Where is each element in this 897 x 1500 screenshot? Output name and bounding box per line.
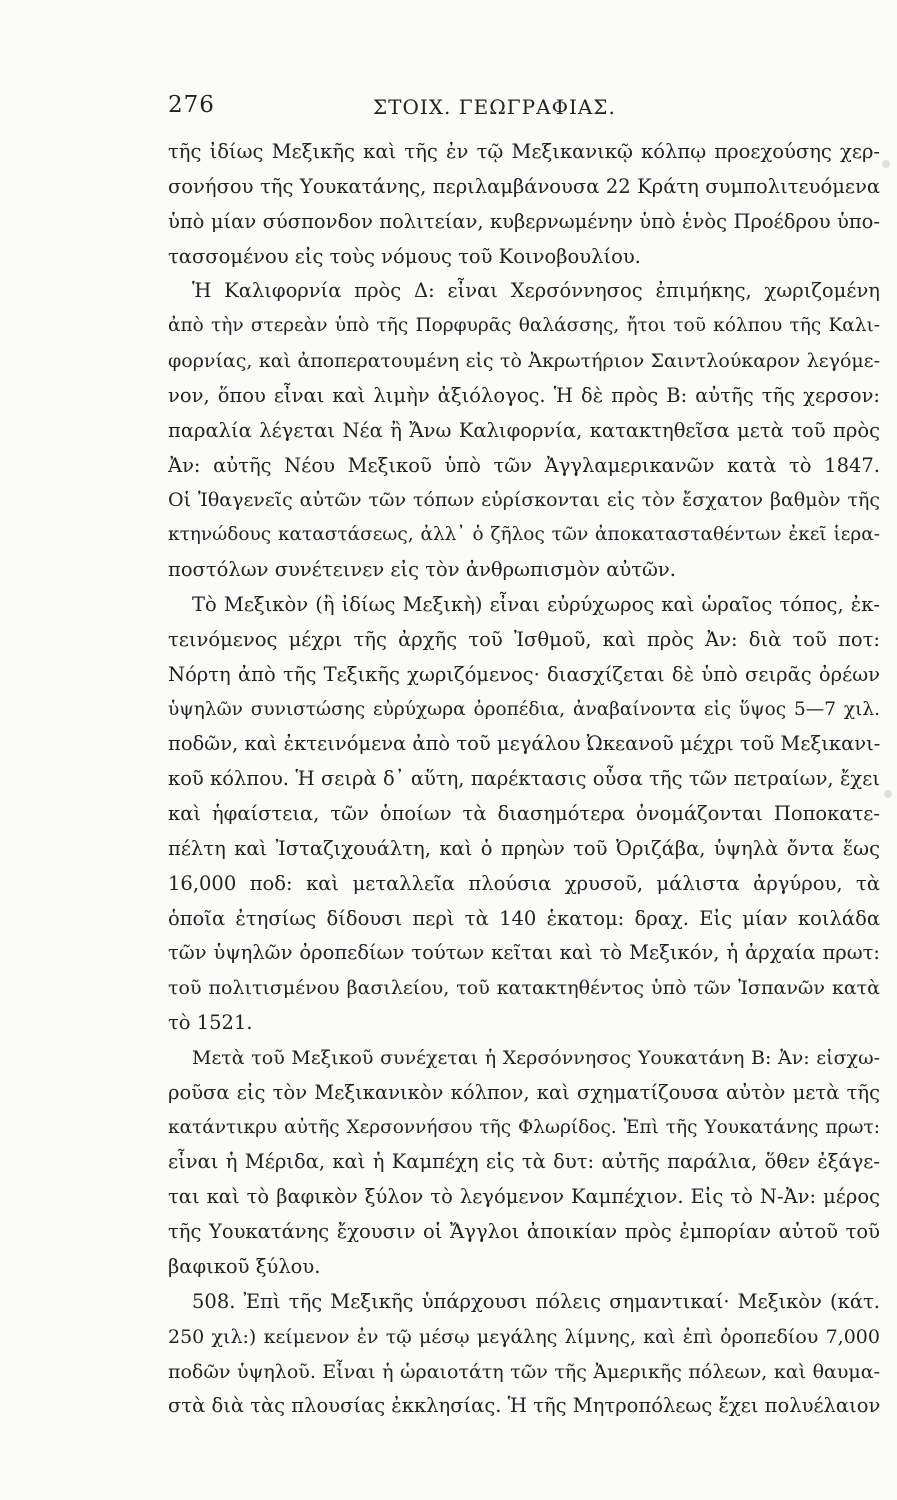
text-line: τοῦ πολιτισμένου βασιλείου, τοῦ κατακτηθέντος ὑπὸ τῶν Ἰσπανῶν κατὰ [168, 977, 880, 1000]
text-line: 508. Ἐπὶ τῆς Μεξικῆς ὑπάρχουσι πόλεις σημαντικαί· Μεξικὸν (κάτ. [192, 1289, 880, 1313]
text-line: τῶν ὑψηλῶν ὀροπεδίων τούτων κεῖται καὶ τὸ Μεξικόν, ἡ ἀρχαία πρωτ: [168, 941, 880, 965]
text-line: ποδῶν, καὶ ἐκτεινόμενα ἀπὸ τοῦ μεγάλου Ὠκεανοῦ μέχρι τοῦ Μεξικανι- [168, 732, 880, 756]
text-line: ποστόλων συνέτεινεν εἰς τὸν ἀνθρωπισμὸν αὐτῶν. [168, 558, 676, 582]
text-line: Μετὰ τοῦ Μεξικοῦ συνέχεται ἡ Χερσόννησος Υουκατάνη Β: Ἀν: εἰσχω- [192, 1046, 880, 1069]
text-line: Νόρτη ἀπὸ τῆς Τεξικῆς χωριζόμενος· διασχίζεται δὲ ὑπὸ σειρᾶς ὀρέων [168, 662, 880, 686]
text-line: 250 χιλ:) κείμενον ἐν τῷ μέσῳ μεγάλης λίμνης, καὶ ἐπὶ ὀροπεδίου 7,000 [168, 1325, 880, 1348]
page-number: 276 [168, 92, 215, 118]
body-text [168, 135, 880, 1424]
text-line: φορνίας, καὶ ἀποπερατουμένη εἰς τὸ Ἀκρωτήριον Σαιντλούκαρον λεγόμε- [168, 350, 880, 373]
text-line: κοῦ κόλπου. Ἡ σειρὰ δ᾽ αὕτη, παρέκτασις οὖσα τῆς τῶν πετραίων, ἔχει [168, 767, 880, 791]
text-line: ται καὶ τὸ βαφικὸν ξύλον τὸ λεγόμενον Καμπέχιον. Εἰς τὸ Ν-Ἀν: μέρος [168, 1185, 880, 1209]
text-line: 16,000 ποδ: καὶ μεταλλεῖα πλούσια χρυσοῦ, μάλιστα ἀργύρου, τὰ [168, 871, 880, 895]
text-line: παραλία λέγεται Νέα ἢ Ἄνω Καλιφορνία, κατακτηθεῖσα μετὰ τοῦ πρὸς [168, 418, 880, 442]
page-header [168, 92, 878, 126]
text-line: ποδῶν ὑψηλοῦ. Εἶναι ἡ ὡραιοτάτη τῶν τῆς Ἀμερικῆς πόλεων, καὶ θαυμα- [168, 1360, 880, 1383]
text-line: τῆς ἰδίως Μεξικῆς καὶ τῆς ἐν τῷ Μεξικανικῷ κόλπῳ προεχούσης χερ- [168, 140, 880, 163]
text-line: Οἱ Ἰθαγενεῖς αὐτῶν τῶν τόπων εὑρίσκονται εἰς τὸν ἔσχατον βαθμὸν τῆς [168, 489, 880, 512]
text-line: πέλτη καὶ Ἰσταζιχουάλτη, καὶ ὁ πρηὼν τοῦ Ὀριζάβα, ὑψηλὰ ὄντα ἕως [168, 836, 880, 860]
text-line: ἀπὸ τὴν στερεὰν ὑπὸ τῆς Πορφυρᾶς θαλάσσης, ἤτοι τοῦ κόλπου τῆς Καλι- [168, 315, 880, 337]
text-line: τεινόμενος μέχρι τῆς ἀρχῆς τοῦ Ἰσθμοῦ, καὶ πρὸς Ἀν: διὰ τοῦ ποτ: [168, 627, 880, 651]
text-line: Ἡ Καλιφορνία πρὸς Δ: εἶναι Χερσόννησος ἐπιμήκης, χωριζομένη [192, 279, 880, 303]
text-line: τασσομένου εἰς τοὺς νόμους τοῦ Κοινοβουλίου. [168, 244, 641, 268]
text-line: Ἀν: αὐτῆς Νέου Μεξικοῦ ὑπὸ τῶν Ἀγγλαμερικανῶν κατὰ τὸ 1847. [168, 453, 880, 477]
text-line: κατάντικρυ αὐτῆς Χερσοννήσου τῆς Φλωρίδος. Ἐπὶ τῆς Υουκατάνης πρωτ: [168, 1116, 880, 1138]
text-line: τῆς Υουκατάνης ἔχουσιν οἱ Ἄγγλοι ἀποικίαν πρὸς ἐμπορίαν αὐτοῦ τοῦ [168, 1220, 880, 1244]
text-line: ὑπὸ μίαν σύσπονδον πολιτείαν, κυβερνωμένην ὑπὸ ἑνὸς Προέδρου ὑπο- [168, 209, 880, 233]
text-line: νον, ὅπου εἶναι καὶ λιμὴν ἀξιόλογος. Ἡ δὲ πρὸς Β: αὐτῆς τῆς χερσον: [168, 383, 880, 407]
running-title: ΣΤΟΙΧ. ΓΕΩΓΡΑΦΙΑΣ. [373, 95, 616, 119]
text-line: κτηνώδους καταστάσεως, ἀλλ᾽ ὁ ζῆλος τῶν ἀποκατασταθέντων ἐκεῖ ἱερα- [168, 524, 880, 546]
margin-speck [884, 790, 892, 798]
text-line: εἶναι ἡ Μέριδα, καὶ ἡ Καμπέχη εἰς τὰ δυτ: αὐτῆς παράλια, ὅθεν ἐξάγε- [168, 1150, 880, 1174]
text-line: τὸ 1521. [168, 1011, 253, 1035]
text-line: στὰ διὰ τὰς πλουσίας ἐκκλησίας. Ἡ τῆς Μητροπόλεως ἔχει πολυέλαιον [168, 1394, 880, 1418]
text-line: καὶ ἡφαίστεια, τῶν ὁποίων τὰ διασημότερα ὀνομάζονται Ποποκατε- [168, 802, 880, 826]
text-line: ὑψηλῶν συνιστώσης εὐρύχωρα ὀροπέδια, ἀναβαίνοντα εἰς ὕψος 5—7 χιλ. [168, 698, 880, 720]
text-line: Τὸ Μεξικὸν (ἢ ἰδίως Μεξικὴ) εἶναι εὐρύχωρος καὶ ὡραῖος τόπος, ἐκ- [192, 592, 880, 616]
text-line: ροῦσα εἰς τὸν Μεξικανικὸν κόλπον, καὶ σχηματίζουσα αὐτὸν μετὰ τῆς [168, 1080, 880, 1104]
text-line: ὁποῖα ἐτησίως δίδουσι περὶ τὰ 140 ἑκατομ: δραχ. Εἰς μίαν κοιλάδα [168, 906, 880, 930]
margin-speck [882, 160, 890, 168]
text-line: σονήσου τῆς Υουκατάνης, περιλαμβάνουσα 22 Κράτη συμπολιτευόμενα [168, 174, 880, 198]
text-line: βαφικοῦ ξύλου. [168, 1255, 321, 1278]
